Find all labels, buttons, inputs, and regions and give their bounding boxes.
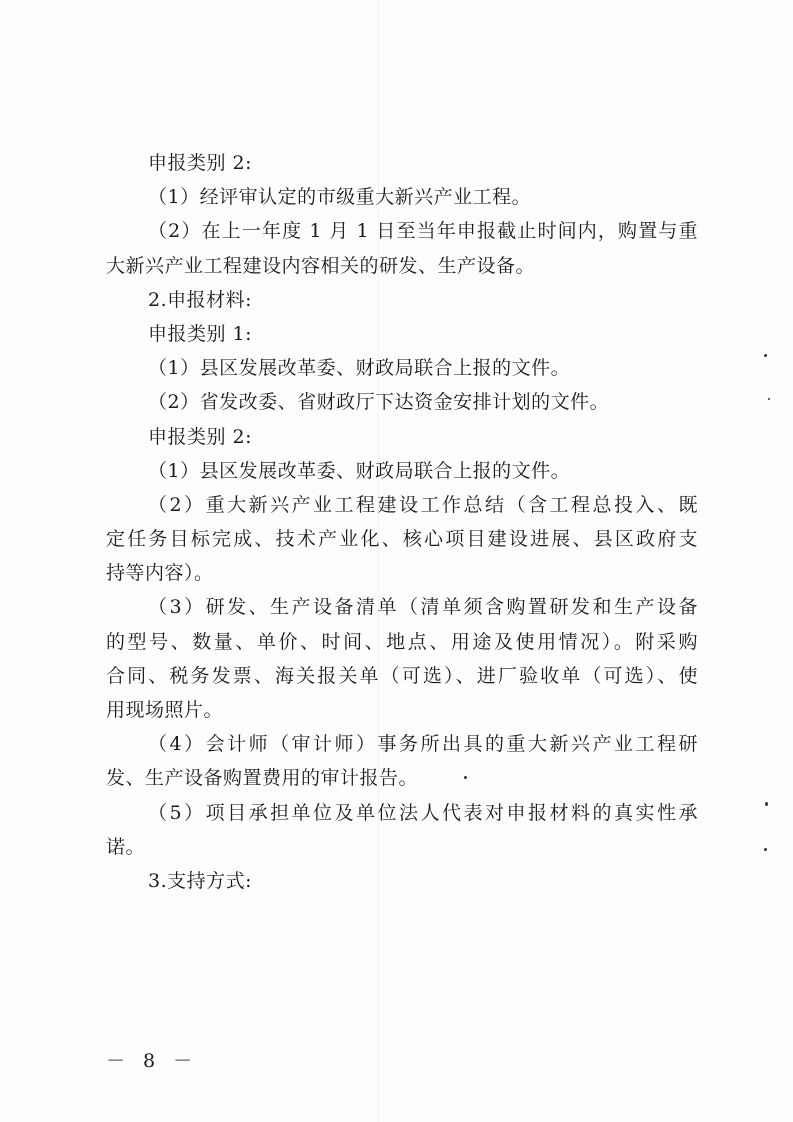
text-line: （5）项目承担单位及单位法人代表对申报材料的真实性承 bbox=[148, 801, 698, 824]
text-line: 申报类别 2: bbox=[148, 152, 253, 174]
section-heading: 2.申报材料: bbox=[148, 288, 253, 311]
text-line: 的型号、数量、单价、时间、地点、用途及使用情况）。附采购 bbox=[106, 630, 698, 653]
text-line: 合同、税务发票、海关报关单（可选）、进厂验收单（可选）、使 bbox=[106, 664, 698, 687]
page-number: － 8 － bbox=[106, 1050, 199, 1072]
scan-speck bbox=[764, 354, 767, 357]
text-line: 持等内容）。 bbox=[106, 562, 214, 585]
scan-speck bbox=[768, 398, 770, 400]
text-line: 诺。 bbox=[106, 835, 146, 858]
body-text bbox=[106, 146, 698, 898]
scan-speck bbox=[464, 776, 467, 779]
scan-speck bbox=[764, 848, 767, 851]
text-line: 申报类别 2: bbox=[148, 425, 253, 448]
text-line: （1）县区发展改革委、财政局联合上报的文件。 bbox=[148, 459, 571, 482]
text-line: （3）研发、生产设备清单（清单须含购置研发和生产设备 bbox=[148, 596, 698, 619]
text-line: 申报类别 1: bbox=[148, 322, 253, 345]
section-heading: 3.支持方式: bbox=[148, 869, 253, 892]
text-line: （4）会计师（审计师）事务所出具的重大新兴产业工程研 bbox=[148, 733, 698, 756]
text-line: 发、生产设备购置费用的审计报告。 bbox=[106, 767, 419, 790]
text-line: 用现场照片。 bbox=[106, 699, 224, 721]
text-line: （2）重大新兴产业工程建设工作总结（含工程总投入、既 bbox=[148, 493, 698, 516]
text-line: （2）在上一年度 1 月 1 日至当年申报截止时间内，购置与重 bbox=[148, 220, 698, 243]
text-line: 大新兴产业工程建设内容相关的研发、生产设备。 bbox=[106, 254, 536, 277]
text-line: 定任务目标完成、技术产业化、核心项目建设进展、县区政府支 bbox=[106, 528, 698, 551]
scan-speck bbox=[765, 802, 768, 806]
text-line: （2）省发改委、省财政厅下达资金安排计划的文件。 bbox=[148, 391, 610, 414]
text-line: （1）县区发展改革委、财政局联合上报的文件。 bbox=[148, 357, 571, 380]
text-line: （1）经评审认定的市级重大新兴产业工程。 bbox=[148, 186, 532, 209]
